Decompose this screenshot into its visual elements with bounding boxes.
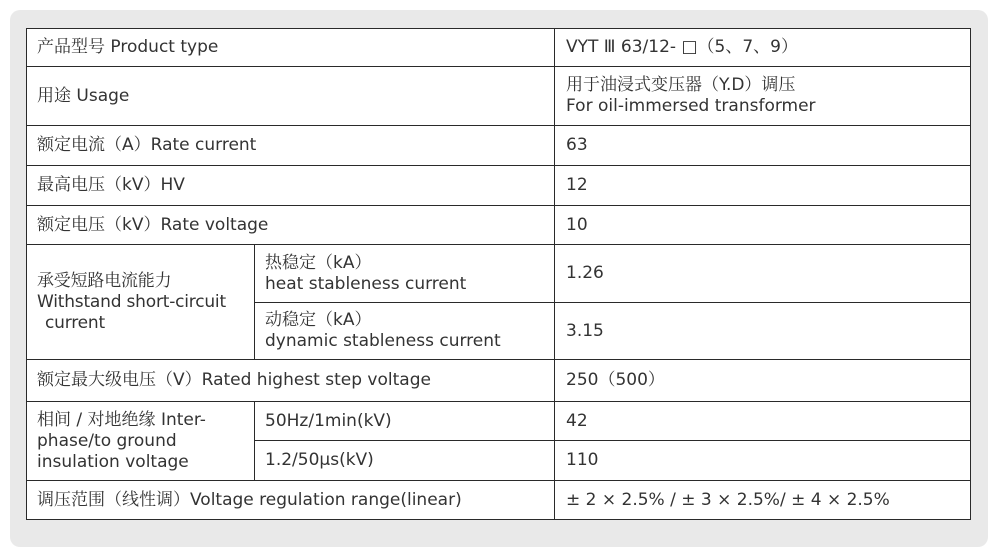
power-frequency-value: 42	[555, 402, 971, 441]
spec-table	[26, 28, 971, 520]
withstand-label	[27, 245, 255, 360]
table-row-heat-stableness	[27, 245, 971, 303]
heat-stableness-label-line1: 热稳定（kA）	[265, 252, 372, 273]
table-row-step-voltage	[27, 360, 971, 402]
hv-value: 12	[555, 166, 971, 206]
regulation-range-label: 调压范围（线性调）Voltage regulation range(linear)	[27, 481, 555, 520]
step-voltage-value: 250（500）	[555, 360, 971, 402]
dynamic-stableness-label-line2: dynamic stableness current	[265, 331, 501, 351]
impulse-label: 1.2/50μs(kV)	[255, 441, 555, 481]
usage-value-line1: 用于油浸式变压器（Y.D）调压	[566, 75, 796, 95]
rate-voltage-value: 10	[555, 206, 971, 245]
withstand-label-line1: 承受短路电流能力	[37, 270, 172, 291]
dynamic-stableness-label	[255, 303, 555, 360]
rate-voltage-label: 额定电压（kV）Rate voltage	[27, 206, 555, 245]
impulse-value: 110	[555, 441, 971, 481]
rate-current-value: 63	[555, 126, 971, 166]
usage-label: 用途 Usage	[27, 67, 555, 126]
dynamic-stableness-label-line1: 动稳定（kA）	[265, 310, 372, 330]
heat-stableness-label-line2: heat stableness current	[265, 273, 467, 294]
heat-stableness-label	[255, 245, 555, 303]
product-type-value: VYT Ⅲ 63/12- □（5、7、9）	[555, 29, 971, 67]
dynamic-stableness-value: 3.15	[555, 303, 971, 360]
table-row-usage	[27, 67, 971, 126]
step-voltage-label: 额定最大级电压（V）Rated highest step voltage	[27, 360, 555, 402]
usage-value	[555, 67, 971, 126]
withstand-label-line3: current	[45, 312, 105, 333]
table-row-power-frequency	[27, 402, 971, 441]
table-row-hv	[27, 166, 971, 206]
insulation-label-line3: insulation voltage	[37, 451, 189, 472]
rate-current-label: 额定电流（A）Rate current	[27, 126, 555, 166]
usage-value-line2: For oil-immersed transformer	[566, 96, 816, 116]
product-type-label: 产品型号 Product type	[27, 29, 555, 67]
hv-label: 最高电压（kV）HV	[27, 166, 555, 206]
insulation-label-line1: 相间 / 对地绝缘 Inter-	[37, 409, 206, 430]
insulation-label-line2: phase/to ground	[37, 430, 177, 451]
table-row-rate-current	[27, 126, 971, 166]
table-row-product-type	[27, 29, 971, 67]
withstand-label-line2: Withstand short-circuit	[37, 291, 226, 312]
regulation-range-value: ± 2 × 2.5% / ± 3 × 2.5%/ ± 4 × 2.5%	[555, 481, 971, 520]
heat-stableness-value: 1.26	[555, 245, 971, 303]
power-frequency-label: 50Hz/1min(kV)	[255, 402, 555, 441]
insulation-label	[27, 402, 255, 481]
table-row-rate-voltage	[27, 206, 971, 245]
table-row-regulation-range	[27, 481, 971, 520]
